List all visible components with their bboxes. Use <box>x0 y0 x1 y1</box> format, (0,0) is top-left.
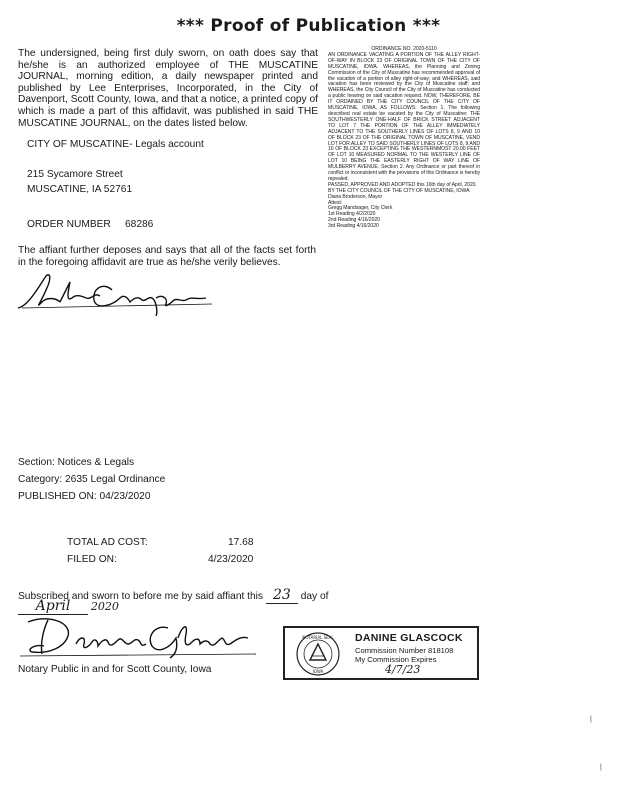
filed-on-value: 4/23/2020 <box>208 554 254 565</box>
ordinance-council: BY THE CITY COUNCIL OF THE CITY OF MUSCATINE, IOWA <box>328 187 470 194</box>
affidavit-text: The undersigned, being first duly sworn, on oath does say that he/she is an authorized employee of THE MUSCATINE JOURNAL, morning edition, a daily newspaper printed and published by Lee Enterprises, Incorporated, in the City of Davenport, Scott County, Iowa, and that a notice, a printed copy of which is made a part of this affidavit, was published in said THE MUSCATINE JOURNAL, on the dates listed below. <box>18 48 318 129</box>
account-name: CITY OF MUSCATINE- Legals account <box>27 139 204 150</box>
ordinance-third-reading: 3rd Reading 4/16/2020 <box>328 223 379 230</box>
stamp-expires-label: My Commission Expires <box>355 655 437 664</box>
stamp-name: DANINE GLASCOCK <box>355 632 463 644</box>
sworn-prefix: Subscribed and sworn to before me by said affiant this <box>18 591 264 602</box>
ordinance-clerk: Gregg Mandsager, City Clerk <box>328 205 393 212</box>
sworn-date-line <box>18 598 119 615</box>
stamp-commission: Commission Number 818108 <box>355 646 454 655</box>
notary-seal-icon <box>289 631 347 677</box>
notary-line: Notary Public in and for Scott County, Iowa <box>18 664 212 675</box>
stamp-expires-date: 4/7/23 <box>385 663 421 676</box>
sworn-month: April <box>18 598 88 615</box>
ordinance-body: AN ORDINANCE VACATING A PORTION OF THE ALLEY RIGHT-OF-WAY IN BLOCK 23 OF ORIGINAL TOWN OF THE CITY OF MUSCATINE, IOWA. WHEREAS, the Planning and Zoning Commission of the City of Muscatine has recommended approval of the vacation of a portion of alley right-of-way; and WHEREAS, said vacation has been reviewed by the City of Muscatine staff; and WHEREAS, the City Council of the City of Muscatine has conducted a public hearing on said vacation request. NOW, THEREFORE, BE IT ORDAINED BY THE CITY COUNCIL OF THE CITY OF MUSCATINE, IOWA, AS FOLLOWS: Section 1. The following described real estate be vacated by the City of Muscatine: THE SOUTHWESTERLY ONE-HALF OF BRICK STREET ADJACENT TO LOT 7 THE PORTION OF THE ALLEY IMMEDIATELY ADJACENT TO THE SOUTHERLY LINES OF LOTS 8, 9 AND 10 OF BLOCK 23 OF THE ORIGINAL TOWN OF MUSCATINE, VEND LOT FOR ALLEY TO SAID SOUTHERLY LINES OF LOTS 8, 9 AND 10 OF BLOCK 23 EXCEPTING THE WESTERNMOST 20.00 FEET OF LOT 10 MEASURED NORMAL TO THE WESTERLY LINE OF LOT 10 BEING THE EASTERLY RIGHT OF WAY LINE OF MULBERRY AVENUE. Section 2. Any Ordinance or part thereof in conflict or inconsistent with the provisions of this Ordinance is hereby repealed. <box>328 51 480 182</box>
sworn-day: 23 <box>266 587 298 604</box>
notary-stamp <box>283 626 479 680</box>
ordinance-clipping <box>328 47 480 230</box>
published-on-line: PUBLISHED ON: 04/23/2020 <box>18 491 151 502</box>
affiant-statement: The affiant further deposes and says that all of the facts set forth in the foregoing affidavit are true as he/she verily believes. <box>18 245 316 268</box>
section-line: Section: Notices & Legals <box>18 457 135 468</box>
notary-signature <box>18 614 258 660</box>
ordinance-first-reading: 1st Reading 4/2/2020 <box>328 211 376 218</box>
ordinance-second-reading: 2nd Reading 4/16/2020 <box>328 217 380 224</box>
order-number-label: ORDER NUMBER <box>27 219 111 230</box>
order-number: 68286 <box>125 219 154 230</box>
page-title: *** Proof of Publication *** <box>176 16 441 36</box>
street-address: 215 Sycamore Street <box>27 169 123 180</box>
sworn-day-suffix: day of <box>300 591 329 602</box>
total-ad-cost-value: 17.68 <box>228 537 254 548</box>
city-state: MUSCATINE, IA 52761 <box>27 184 133 195</box>
affiant-signature <box>16 268 216 316</box>
ordinance-mayor: Diana Broderson, Mayor <box>328 193 383 200</box>
ordinance-passed: PASSED, APPROVED AND ADOPTED this 16th day of April, 2020. <box>328 181 477 188</box>
scan-mark: | <box>600 764 602 771</box>
filed-on-label: FILED ON: <box>67 554 117 565</box>
svg-text:NOTARIAL SEAL: NOTARIAL SEAL <box>302 635 334 640</box>
svg-text:IOWA: IOWA <box>312 669 324 674</box>
total-ad-cost-label: TOTAL AD COST: <box>67 537 148 548</box>
scan-mark: | <box>590 716 592 723</box>
sworn-year: 2020 <box>90 600 119 613</box>
ordinance-heading: ORDINANCE NO. 2020-5110 <box>371 46 437 52</box>
category-line: Category: 2635 Legal Ordinance <box>18 474 166 485</box>
ordinance-attest: Attest: <box>328 199 343 206</box>
